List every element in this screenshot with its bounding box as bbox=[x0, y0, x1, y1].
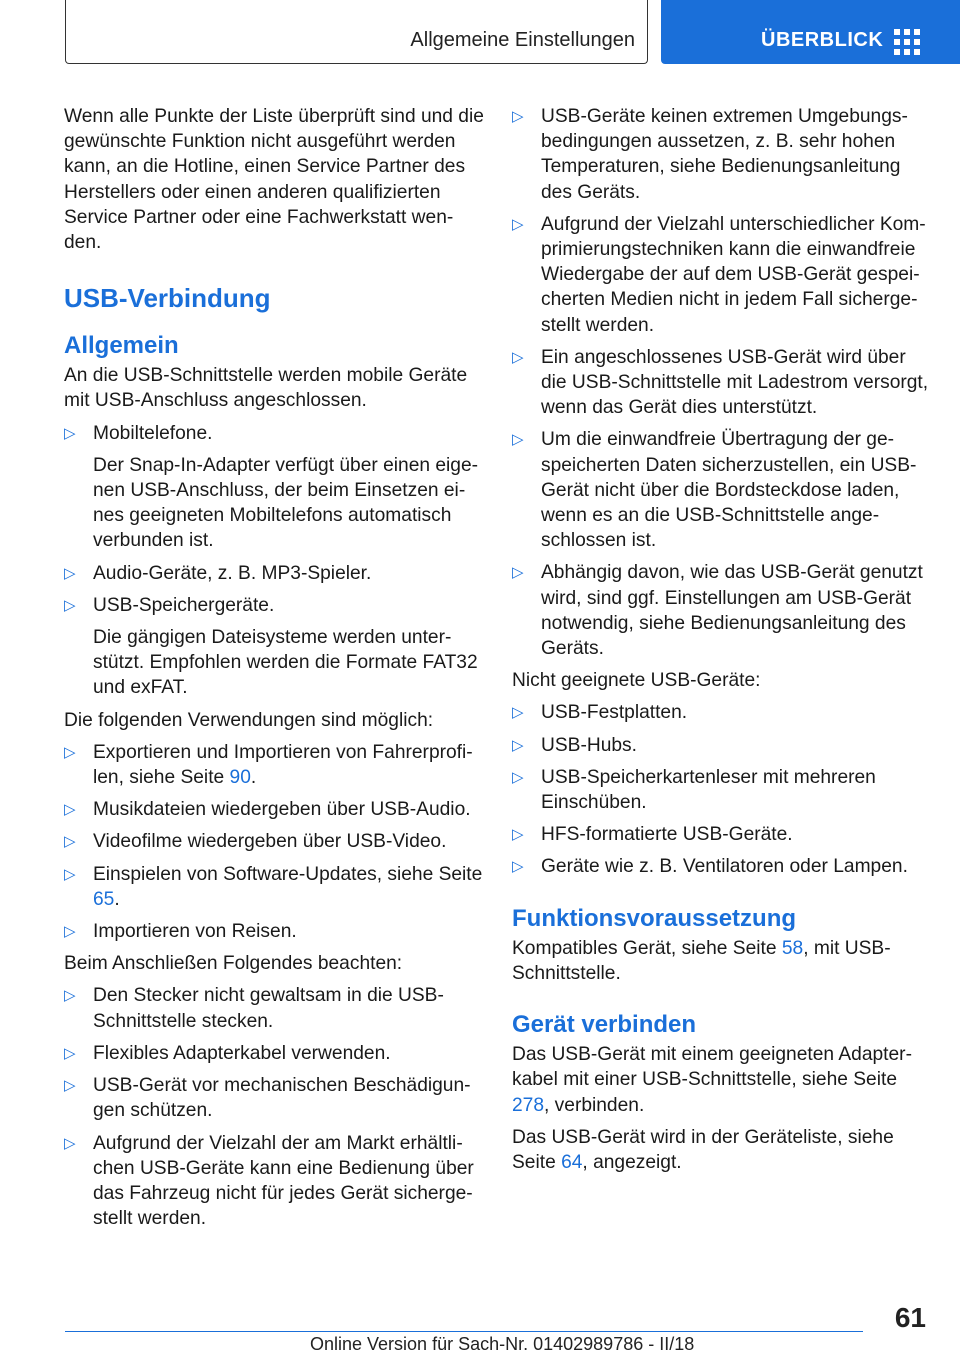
triangle-bullet-icon: ▷ bbox=[64, 1044, 76, 1062]
triangle-bullet-icon: ▷ bbox=[512, 564, 524, 582]
triangle-bullet-icon: ▷ bbox=[64, 833, 76, 851]
list-item: ▷ Flexibles Adapterkabel verwenden. bbox=[64, 1041, 484, 1066]
page-link-64[interactable]: 64 bbox=[561, 1151, 583, 1173]
list-item: ▷ USB-Hubs. bbox=[512, 733, 932, 758]
notes-list bbox=[64, 983, 484, 1231]
list-item: ▷ Mobiltelefone. Der Snap-In-Adapter verfügt über einen eigenen USB-Anschluss, der beim Einsetzen eines geeigneten Mobiltelefons automatisch verbunden ist. bbox=[64, 422, 479, 552]
online-version-text: Online Version für Sach-Nr. 01402989786 - II/18 bbox=[310, 1334, 695, 1354]
triangle-bullet-icon: ▷ bbox=[512, 826, 524, 844]
section-title: Allgemeine Einstellungen bbox=[410, 29, 635, 51]
list-item: ▷ Musikdateien wiedergeben über USB-Audio. bbox=[64, 797, 484, 822]
list-item: ▷ HFS-formatierte USB-Geräte. bbox=[512, 822, 932, 847]
page-link-65[interactable]: 65 bbox=[93, 888, 115, 910]
grid-icon bbox=[894, 29, 920, 55]
list-item: ▷ Aufgrund der Vielzahl der am Markt erhältlichen USB-Geräte kann eine Bedienung über das Fahrzeug nicht für jedes Gerät sichergestellt werden. bbox=[64, 1132, 474, 1230]
list-item: ▷ Aufgrund der Vielzahl unterschiedlicher Komprimierungstechniken kann die einwandfreie Wiedergabe der auf dem USB-Gerät gespeicherten Medien nicht in jedem Fall sichergestellt werden. bbox=[512, 213, 926, 336]
right-column bbox=[512, 104, 932, 1182]
list-item: ▷ Abhängig davon, wie das USB-Gerät genutzt wird, sind ggf. Einstellungen am USB-Gerät notwendig, siehe Bedienungsanleitung des Geräts. bbox=[512, 562, 923, 660]
list-item: ▷ Exportieren und Importieren von Fahrerprofilen, siehe Seite 90. bbox=[64, 741, 473, 789]
connect-paragraph: Das USB-Gerät mit einem geeigneten Adapterkabel mit einer USB-Schnittstelle, siehe Seite 278, verbinden. bbox=[512, 1044, 912, 1116]
list-item: ▷ Audio-Geräte, z. B. MP3-Spieler. bbox=[64, 561, 484, 586]
triangle-bullet-icon: ▷ bbox=[512, 431, 524, 449]
list-item: ▷ Ein angeschlossenes USB-Gerät wird über die USB-Schnittstelle mit Ladestrom versorgt, wenn das Gerät dies unterstützt. bbox=[512, 346, 929, 419]
list-item: ▷ Geräte wie z. B. Ventilatoren oder Lampen. bbox=[512, 854, 932, 879]
uses-list bbox=[64, 740, 484, 944]
triangle-bullet-icon: ▷ bbox=[512, 348, 524, 366]
triangle-bullet-icon: ▷ bbox=[512, 768, 524, 786]
page-number: 61 bbox=[894, 1302, 926, 1333]
footer-divider bbox=[65, 1331, 863, 1332]
subheading-geraet-verbinden: Gerät verbinden bbox=[512, 1011, 697, 1039]
list-item: ▷ USB-Speichergeräte. Die gängigen Dateisysteme werden unterstützt. Empfohlen werden die Formate FAT32 und exFAT. bbox=[64, 594, 478, 699]
triangle-bullet-icon: ▷ bbox=[512, 215, 524, 233]
triangle-bullet-icon: ▷ bbox=[512, 858, 524, 876]
device-list-paragraph: Das USB-Gerät wird in der Geräteliste, siehe Seite 64, angezeigt. bbox=[512, 1126, 894, 1173]
triangle-bullet-icon: ▷ bbox=[64, 1077, 76, 1095]
overview-label: ÜBERBLICK bbox=[761, 29, 884, 51]
list-item: ▷ Den Stecker nicht gewaltsam in die USB-Schnittstelle stecken. bbox=[64, 985, 444, 1032]
triangle-bullet-icon: ▷ bbox=[64, 564, 76, 582]
triangle-bullet-icon: ▷ bbox=[512, 108, 524, 125]
subheading-allgemein: Allgemein bbox=[64, 332, 179, 360]
list-item: ▷ Importieren von Reisen. bbox=[64, 919, 484, 944]
page-link-90[interactable]: 90 bbox=[229, 767, 251, 789]
triangle-bullet-icon: ▷ bbox=[512, 704, 524, 722]
triangle-bullet-icon: ▷ bbox=[64, 424, 76, 442]
list-item: ▷ Um die einwandfreie Übertragung der gespeicherten Daten sicherzustellen, ein USB-Gerät nicht über die Bordsteckdose laden, wenn es an die USB-Schnittstelle angeschlossen ist. bbox=[512, 429, 917, 552]
list-item: ▷ USB-Festplatten. bbox=[512, 700, 932, 725]
triangle-bullet-icon: ▷ bbox=[512, 736, 524, 754]
section-heading-usb: USB-Verbindung bbox=[64, 283, 271, 314]
page-link-278[interactable]: 278 bbox=[512, 1094, 545, 1116]
triangle-bullet-icon: ▷ bbox=[64, 743, 76, 761]
uses-intro: Die folgenden Verwendungen sind möglich: bbox=[64, 709, 434, 731]
triangle-bullet-icon: ▷ bbox=[64, 923, 76, 941]
notes-list-continued bbox=[512, 104, 932, 661]
triangle-bullet-icon: ▷ bbox=[64, 801, 76, 819]
page-link-58[interactable]: 58 bbox=[781, 937, 804, 959]
list-item: ▷ Einspielen von Software-Updates, siehe Seite 65. bbox=[64, 863, 483, 910]
list-item: ▷ USB-Gerät vor mechanischen Beschädigungen schützen. bbox=[64, 1075, 471, 1122]
list-item: ▷ Videofilme wiedergeben über USB-Video. bbox=[64, 829, 484, 854]
left-column bbox=[64, 104, 484, 1238]
triangle-bullet-icon: ▷ bbox=[64, 865, 76, 883]
header-section-tab bbox=[65, 0, 648, 64]
notes-intro: Beim Anschließen Folgendes beachten: bbox=[64, 953, 403, 975]
allgemein-paragraph: An die USB-Schnittstelle werden mobile Geräte mit USB-Anschluss angeschlossen. bbox=[64, 365, 468, 412]
requirement-paragraph: Kompatibles Gerät, siehe Seite 58, mit USB-Schnittstelle. bbox=[512, 937, 891, 984]
intro-paragraph: Wenn alle Punkte der Liste überprüft sind und die gewünschte Funktion nicht ausgeführt werden kann, an die Hotline, einen Service Partner des Herstellers oder einen anderen qualifizierten Service Partner oder eine Fachwerkstatt wenden. bbox=[64, 106, 484, 254]
unsuitable-intro: Nicht geeignete USB-Geräte: bbox=[512, 670, 761, 692]
unsuitable-list bbox=[512, 700, 932, 879]
device-list bbox=[64, 421, 484, 701]
triangle-bullet-icon: ▷ bbox=[64, 1134, 76, 1152]
list-item: ▷ USB-Geräte keinen extremen Umgebungsbedingungen aussetzen, z. B. sehr hohen Temperaturen, siehe Bedienungsanleitung des Geräts. bbox=[512, 106, 908, 203]
triangle-bullet-icon: ▷ bbox=[64, 596, 76, 614]
triangle-bullet-icon: ▷ bbox=[64, 987, 76, 1005]
overview-button[interactable] bbox=[661, 0, 960, 64]
list-item: ▷ USB-Speicherkartenleser mit mehreren Einschüben. bbox=[512, 766, 876, 814]
subheading-funktionsvoraussetzung: Funktionsvoraussetzung bbox=[512, 904, 797, 932]
